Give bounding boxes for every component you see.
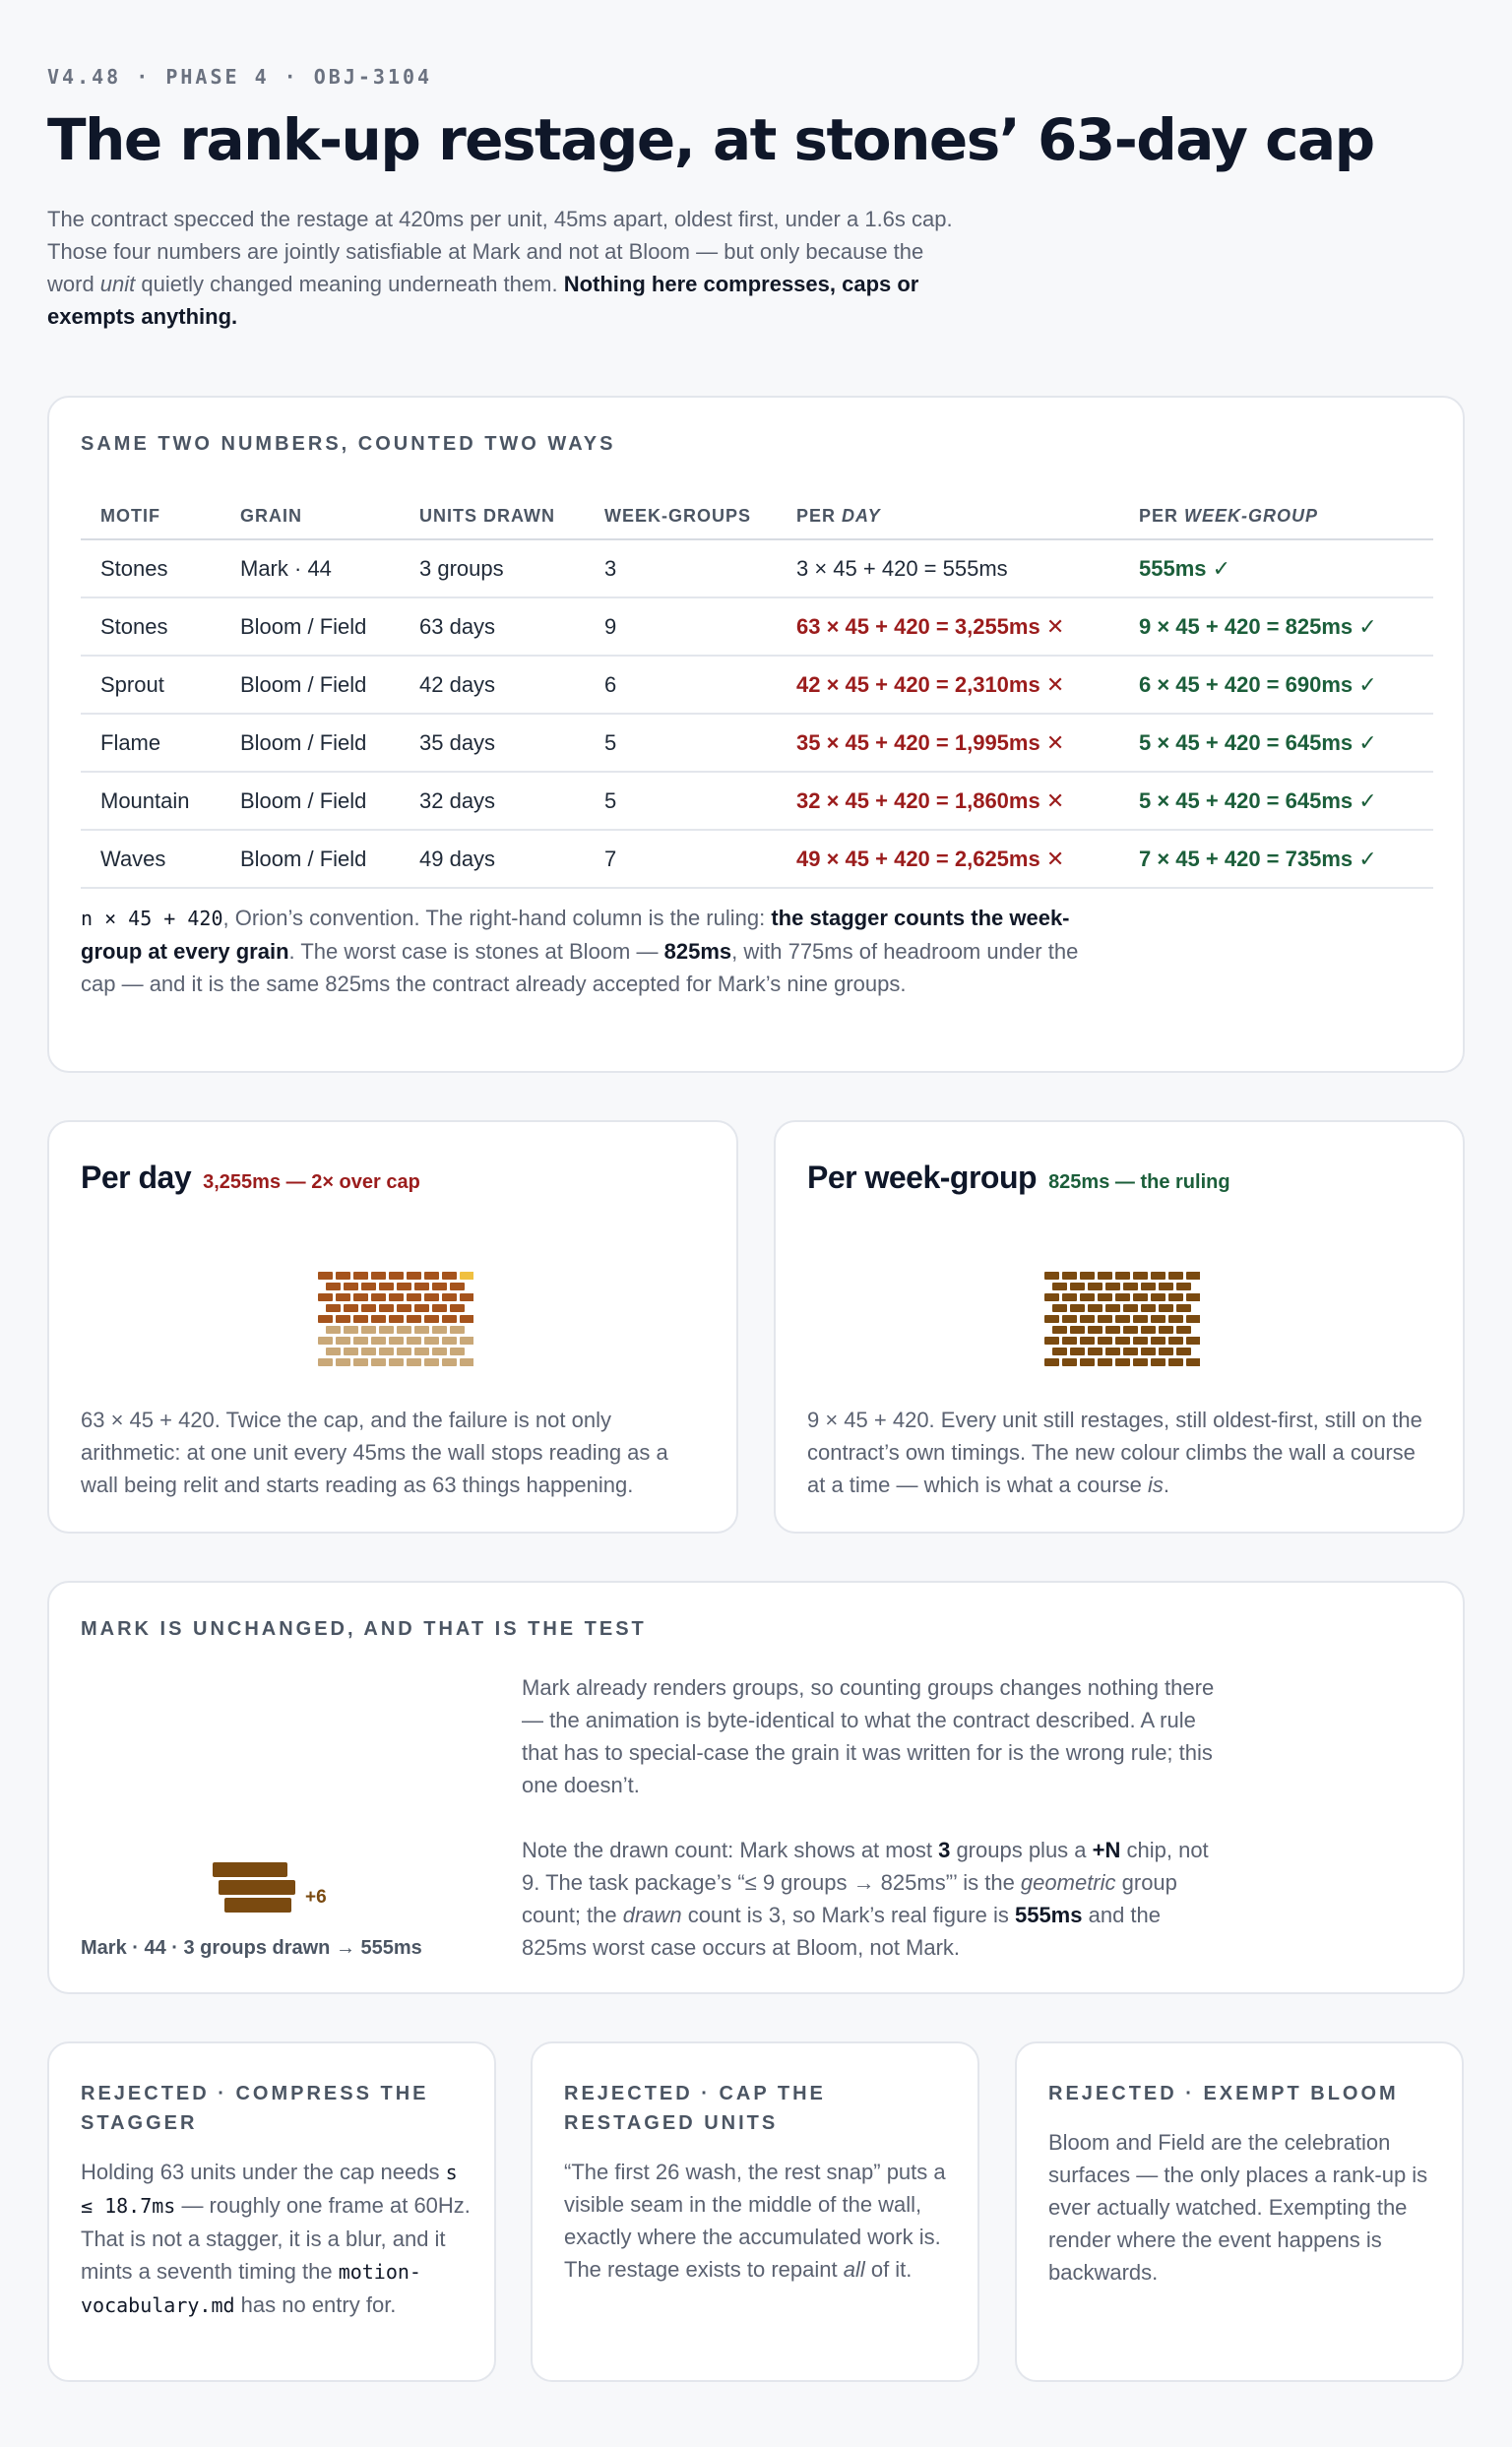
table-section-label: SAME TWO NUMBERS, COUNTED TWO WAYS — [81, 433, 616, 455]
per-day-heading — [81, 1160, 420, 1196]
brick — [442, 1337, 457, 1345]
brick — [361, 1283, 376, 1290]
brick — [1080, 1337, 1095, 1345]
cell-perday: 42 × 45 + 420 = 2,310ms ✕ — [777, 656, 1119, 714]
cell-motif: Waves — [81, 830, 220, 888]
brick — [1062, 1272, 1077, 1280]
brick — [424, 1272, 439, 1280]
brick — [1105, 1326, 1120, 1334]
brick — [1070, 1326, 1085, 1334]
cell-units: 63 days — [400, 597, 585, 656]
brick — [397, 1348, 411, 1355]
brick — [1070, 1304, 1085, 1312]
brick — [379, 1348, 394, 1355]
cell-perday: 32 × 45 + 420 = 1,860ms ✕ — [777, 772, 1119, 830]
brick — [1151, 1272, 1166, 1280]
rejected-card-compress — [47, 2041, 496, 2382]
brick — [336, 1337, 350, 1345]
mark-card — [47, 1581, 1465, 1994]
col-units: UNITS DRAWN — [400, 494, 585, 539]
cell-grain: Mark · 44 — [220, 539, 400, 597]
brick — [407, 1293, 421, 1301]
brick — [1062, 1315, 1077, 1323]
brick — [432, 1348, 447, 1355]
brick — [397, 1304, 411, 1312]
col-grain: GRAIN — [220, 494, 400, 539]
cell-groups: 3 — [585, 539, 777, 597]
table-row — [81, 772, 1433, 830]
brick — [1141, 1304, 1156, 1312]
per-day-title: Per day — [81, 1160, 192, 1195]
brick — [460, 1358, 473, 1366]
lede — [47, 203, 973, 333]
brick — [344, 1348, 358, 1355]
brick — [1115, 1272, 1130, 1280]
rejected-label: REJECTED · COMPRESS THE STAGGER — [81, 2083, 429, 2134]
brick — [1052, 1304, 1067, 1312]
brick — [1062, 1337, 1077, 1345]
brick — [1186, 1315, 1200, 1323]
brick — [1080, 1358, 1095, 1366]
note-text-3: , with 775ms of headroom under the cap — and it is the same 825ms the contract already accepted for Mark’s nine groups. — [81, 939, 1079, 996]
rejected-text: Bloom and Field are the celebration surfaces — the only places a rank-up is ever actually watched. Exempting the render where the event happens is backwards. — [1048, 2130, 1428, 2285]
brick — [361, 1326, 376, 1334]
brick — [1088, 1348, 1102, 1355]
rejected-text-2: of it. — [864, 2257, 913, 2282]
mark-p2-strong-3: 555ms — [1014, 1903, 1083, 1927]
brick — [397, 1326, 411, 1334]
brick — [432, 1283, 447, 1290]
brick — [1115, 1293, 1130, 1301]
table-row — [81, 597, 1433, 656]
mark-p2-text-5: count is 3, so Mark’s real figure is — [681, 1903, 1015, 1927]
brick — [326, 1326, 341, 1334]
brick — [1052, 1348, 1067, 1355]
brick — [1133, 1337, 1148, 1345]
col-perweek-prefix: PER — [1139, 506, 1185, 526]
brick — [1044, 1337, 1059, 1345]
brick — [1044, 1293, 1059, 1301]
brick — [1044, 1315, 1059, 1323]
cell-groups: 7 — [585, 830, 777, 888]
cell-groups: 9 — [585, 597, 777, 656]
brick — [361, 1348, 376, 1355]
brick — [1098, 1358, 1112, 1366]
plus-n-chip: +6 — [305, 1887, 327, 1908]
brick — [407, 1358, 421, 1366]
brick — [424, 1315, 439, 1323]
brick — [1044, 1272, 1059, 1280]
brick-wall-per-day-icon — [316, 1270, 473, 1378]
col-motif: MOTIF — [81, 494, 220, 539]
col-perweek-em: WEEK-GROUP — [1184, 506, 1319, 526]
brick — [424, 1293, 439, 1301]
brick — [1159, 1326, 1173, 1334]
cell-perweek: 9 × 45 + 420 = 825ms ✓ — [1119, 597, 1433, 656]
rejected-label: REJECTED · EXEMPT BLOOM — [1048, 2083, 1399, 2104]
brick — [1168, 1358, 1183, 1366]
brick — [1070, 1348, 1085, 1355]
brick — [1176, 1304, 1191, 1312]
col-perday-em: DAY — [842, 506, 881, 526]
brick — [1070, 1283, 1085, 1290]
brick — [414, 1348, 429, 1355]
brick — [1052, 1283, 1067, 1290]
mark-paragraph-1: Mark already renders groups, so counting groups changes nothing there — the animation is byte-identical to what the contract described. A rule that has to special-case the grain it was written for is the wrong rule; this one doesn’t. — [522, 1675, 1215, 1797]
brick — [1123, 1283, 1138, 1290]
brick — [389, 1272, 404, 1280]
cell-motif: Sprout — [81, 656, 220, 714]
note-text-1: , Orion’s convention. The right-hand column is the ruling: — [222, 906, 772, 930]
brick — [442, 1272, 457, 1280]
brick — [414, 1283, 429, 1290]
brick — [1098, 1272, 1112, 1280]
brick — [1105, 1304, 1120, 1312]
rejected-text-2: — roughly one frame at 60Hz. That is not a stagger, it is a blur, and it mints a seventh timing the — [81, 2193, 471, 2284]
brick — [326, 1304, 341, 1312]
brick — [371, 1315, 386, 1323]
per-week-heading — [807, 1160, 1230, 1196]
brick — [1088, 1326, 1102, 1334]
brick — [1168, 1293, 1183, 1301]
brick — [1141, 1326, 1156, 1334]
brick — [1098, 1337, 1112, 1345]
note-text-2: . The worst case is stones at Bloom — — [288, 939, 664, 964]
rejected-label: REJECTED · CAP THE RESTAGED UNITS — [564, 2083, 826, 2134]
brick — [318, 1315, 333, 1323]
brick — [450, 1326, 465, 1334]
brick — [1105, 1348, 1120, 1355]
brick — [397, 1283, 411, 1290]
brick — [1062, 1293, 1077, 1301]
brick — [1133, 1272, 1148, 1280]
mark-caption: Mark · 44 · 3 groups drawn → 555ms — [81, 1937, 422, 1959]
per-day-tag: 3,255ms — 2× over cap — [203, 1171, 420, 1193]
rejected-text-1: Holding 63 units under the cap needs — [81, 2160, 446, 2184]
per-day-text: 63 × 45 + 420. Twice the cap, and the failure is not only arithmetic: at one unit every 45ms the wall stops reading as a wall being relit and starts reading as 63 things happening. — [81, 1408, 668, 1497]
mark-groups-icon — [211, 1858, 348, 1923]
rejected-text-1: “The first 26 wash, the rest snap” puts a visible seam in the middle of the wall, exactly where the accumulated work is. The restage exists to repaint — [564, 2160, 946, 2282]
cell-motif: Flame — [81, 714, 220, 772]
brick — [1088, 1304, 1102, 1312]
brick — [371, 1293, 386, 1301]
mark-section-label: MARK IS UNCHANGED, AND THAT IS THE TEST — [81, 1618, 647, 1640]
cell-groups: 6 — [585, 656, 777, 714]
brick — [344, 1283, 358, 1290]
rejected-card-cap — [531, 2041, 979, 2382]
col-perweek — [1119, 494, 1433, 539]
brick — [371, 1358, 386, 1366]
brick — [1176, 1326, 1191, 1334]
brick — [1052, 1326, 1067, 1334]
brick — [353, 1358, 368, 1366]
brick — [1115, 1315, 1130, 1323]
brick — [353, 1272, 368, 1280]
brick — [1176, 1283, 1191, 1290]
cell-grain: Bloom / Field — [220, 656, 400, 714]
table-row — [81, 714, 1433, 772]
table-header-row — [81, 494, 1433, 539]
brick — [1186, 1272, 1200, 1280]
cell-perweek: 7 × 45 + 420 = 735ms ✓ — [1119, 830, 1433, 888]
mark-p2-em-1: geometric — [1020, 1870, 1116, 1895]
brick — [1098, 1293, 1112, 1301]
brick — [460, 1315, 473, 1323]
brick — [1133, 1358, 1148, 1366]
brick — [379, 1283, 394, 1290]
brick — [1186, 1337, 1200, 1345]
brick — [336, 1272, 350, 1280]
col-groups: WEEK-GROUPS — [585, 494, 777, 539]
brick — [1151, 1337, 1166, 1345]
mark-p2-strong-1: 3 — [938, 1838, 951, 1862]
brick — [442, 1358, 457, 1366]
brick — [389, 1358, 404, 1366]
brick — [1115, 1358, 1130, 1366]
mark-group-bar — [219, 1880, 295, 1895]
brick — [1186, 1293, 1200, 1301]
brick — [1151, 1315, 1166, 1323]
cell-motif: Stones — [81, 539, 220, 597]
per-week-tag: 825ms — the ruling — [1048, 1171, 1230, 1193]
cell-perday: 63 × 45 + 420 = 3,255ms ✕ — [777, 597, 1119, 656]
cell-units: 3 groups — [400, 539, 585, 597]
per-week-card — [774, 1120, 1465, 1534]
brick — [344, 1326, 358, 1334]
brick — [407, 1315, 421, 1323]
brick — [1168, 1315, 1183, 1323]
lede-text-2: quietly changed meaning underneath them. — [135, 272, 564, 296]
rejected-code-2: motion-vocabulary.md — [81, 2260, 421, 2317]
brick — [389, 1293, 404, 1301]
brick — [371, 1337, 386, 1345]
cell-units: 49 days — [400, 830, 585, 888]
cell-motif: Stones — [81, 597, 220, 656]
brick — [1062, 1358, 1077, 1366]
brick — [1141, 1348, 1156, 1355]
mark-group-bar — [213, 1862, 287, 1877]
brick — [1080, 1293, 1095, 1301]
lede-text-1: The contract specced the restage at 420ms per unit, 45ms apart, oldest first, under a 1.6s cap. Those four numbers are jointly satisfiable at Mark and not at Bloom — but only because the word — [47, 207, 953, 296]
brick — [379, 1304, 394, 1312]
cell-groups: 5 — [585, 772, 777, 830]
brick — [336, 1358, 350, 1366]
mark-p2-text-4: group count; the — [522, 1870, 1177, 1927]
brick — [1159, 1304, 1173, 1312]
per-week-text — [807, 1404, 1437, 1501]
brick — [424, 1337, 439, 1345]
note-strong-2: 825ms — [663, 939, 732, 964]
brick — [1080, 1315, 1095, 1323]
brick — [432, 1326, 447, 1334]
brick — [379, 1326, 394, 1334]
brick — [414, 1326, 429, 1334]
per-week-title: Per week-group — [807, 1160, 1038, 1195]
brick — [1098, 1315, 1112, 1323]
cell-grain: Bloom / Field — [220, 772, 400, 830]
cell-units: 32 days — [400, 772, 585, 830]
cell-grain: Bloom / Field — [220, 830, 400, 888]
brick — [460, 1293, 473, 1301]
brick — [1151, 1358, 1166, 1366]
brick — [344, 1304, 358, 1312]
brick — [450, 1283, 465, 1290]
brick — [1105, 1283, 1120, 1290]
lede-strong: Nothing here compresses, caps or exempts anything. — [47, 272, 919, 329]
brick — [442, 1315, 457, 1323]
brick — [361, 1304, 376, 1312]
brick — [414, 1304, 429, 1312]
brick — [1141, 1283, 1156, 1290]
cell-perday: 3 × 45 + 420 = 555ms — [777, 539, 1119, 597]
brick — [326, 1348, 341, 1355]
cell-units: 35 days — [400, 714, 585, 772]
brick — [1168, 1272, 1183, 1280]
table-row — [81, 539, 1433, 597]
cell-motif: Mountain — [81, 772, 220, 830]
mark-p2-text-2: groups plus a — [950, 1838, 1093, 1862]
brick — [389, 1337, 404, 1345]
brick — [1176, 1348, 1191, 1355]
rejected-text — [81, 2156, 474, 2322]
cell-perweek: 5 × 45 + 420 = 645ms ✓ — [1119, 714, 1433, 772]
col-perday — [777, 494, 1119, 539]
brick — [318, 1293, 333, 1301]
brick — [432, 1304, 447, 1312]
cell-perweek: 555ms ✓ — [1119, 539, 1433, 597]
per-week-em: is — [1148, 1473, 1164, 1497]
mark-paragraph-2 — [522, 1834, 1230, 1964]
cell-grain: Bloom / Field — [220, 714, 400, 772]
brick-wall-per-week-icon — [1042, 1270, 1200, 1378]
table-row — [81, 656, 1433, 714]
brick — [450, 1348, 465, 1355]
brick — [1044, 1358, 1059, 1366]
mark-p2-text-6: and the 825ms worst case occurs at Bloom, not Mark. — [522, 1903, 1161, 1960]
table-card — [47, 396, 1465, 1073]
mark-body — [522, 1671, 1230, 1964]
cell-groups: 5 — [585, 714, 777, 772]
per-week-text-2: . — [1163, 1473, 1170, 1497]
brick — [318, 1337, 333, 1345]
col-perday-prefix: PER — [796, 506, 843, 526]
page-title: The rank-up restage, at stones’ 63-day cap — [47, 106, 1374, 173]
rejected-card-exempt — [1015, 2041, 1464, 2382]
brick — [353, 1337, 368, 1345]
comparison-table — [81, 494, 1433, 889]
mark-group-bar — [224, 1898, 291, 1913]
per-week-text-1: 9 × 45 + 420. Every unit still restages, still oldest-first, still on the contract’s own timings. The new colour climbs the wall a course at a time — which is what a course — [807, 1408, 1422, 1497]
cell-perweek: 5 × 45 + 420 = 645ms ✓ — [1119, 772, 1433, 830]
mark-p2-text-1: Note the drawn count: Mark shows at most — [522, 1838, 939, 1862]
brick — [407, 1337, 421, 1345]
brick — [353, 1293, 368, 1301]
cell-units: 42 days — [400, 656, 585, 714]
brick — [1123, 1348, 1138, 1355]
brick — [1088, 1283, 1102, 1290]
per-day-card — [47, 1120, 738, 1534]
brick — [424, 1358, 439, 1366]
cell-perday: 49 × 45 + 420 = 2,625ms ✕ — [777, 830, 1119, 888]
brick — [389, 1315, 404, 1323]
brick — [1133, 1315, 1148, 1323]
formula-code: n × 45 + 420 — [81, 907, 223, 930]
brick — [1186, 1358, 1200, 1366]
cell-grain: Bloom / Field — [220, 597, 400, 656]
brick — [407, 1272, 421, 1280]
brick — [1123, 1326, 1138, 1334]
brick — [1133, 1293, 1148, 1301]
table-row — [81, 830, 1433, 888]
brick — [450, 1304, 465, 1312]
brick — [326, 1283, 341, 1290]
brick — [318, 1358, 333, 1366]
mark-p2-em-2: drawn — [622, 1903, 682, 1927]
rejected-em: all — [843, 2257, 865, 2282]
brick — [318, 1272, 333, 1280]
lede-em: unit — [99, 272, 136, 296]
brick — [1159, 1283, 1173, 1290]
mark-p2-strong-2: +N — [1092, 1838, 1121, 1862]
brick — [460, 1337, 473, 1345]
mark-p2-text-3: chip, not 9. The task package’s “≤ 9 groups → 825ms”’ is the — [522, 1838, 1209, 1895]
brick — [442, 1293, 457, 1301]
brick — [1159, 1348, 1173, 1355]
eyebrow: V4.48 · PHASE 4 · OBJ-3104 — [47, 65, 433, 89]
brick — [460, 1272, 473, 1280]
rejected-code-1: s ≤ 18.7ms — [81, 2161, 458, 2218]
note-strong-1: the stagger counts the week-group at every grain — [81, 906, 1070, 964]
rejected-text — [564, 2156, 958, 2286]
brick — [1123, 1304, 1138, 1312]
brick — [1115, 1337, 1130, 1345]
brick — [336, 1315, 350, 1323]
brick — [1168, 1337, 1183, 1345]
table-note — [81, 902, 1104, 1000]
brick — [1151, 1293, 1166, 1301]
brick — [336, 1293, 350, 1301]
cell-perday: 35 × 45 + 420 = 1,995ms ✕ — [777, 714, 1119, 772]
rejected-text-3: has no entry for. — [234, 2292, 397, 2317]
brick — [371, 1272, 386, 1280]
brick — [353, 1315, 368, 1323]
brick — [1080, 1272, 1095, 1280]
cell-perweek: 6 × 45 + 420 = 690ms ✓ — [1119, 656, 1433, 714]
